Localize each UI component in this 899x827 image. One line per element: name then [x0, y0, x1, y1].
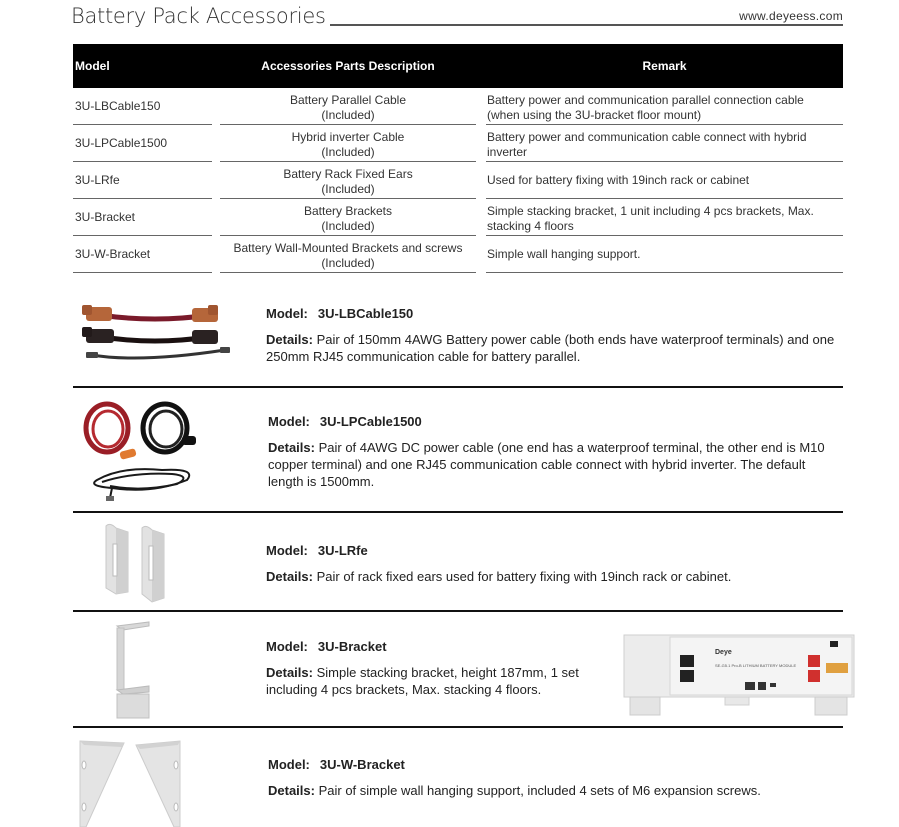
model-label: Model: [268, 414, 310, 429]
battery-model-caption: SE-G5.1 Pro-B LITHIUM BATTERY MODULE [715, 663, 797, 668]
table-row [73, 162, 843, 199]
column-header-model: Model [75, 59, 110, 73]
cell-remark [486, 125, 843, 162]
wall-brackets-image [76, 737, 186, 827]
section-divider [73, 610, 843, 612]
description-line: Battery Parallel Cable [289, 93, 407, 107]
details-label: Details: [268, 783, 315, 798]
remark-line: Used for battery fixing with 19inch rack or cabinet [487, 172, 750, 187]
cell-model: 3U-LBCable150 [73, 88, 212, 125]
details-value: Pair of rack fixed ears used for battery fixing with 19inch rack or cabinet. [316, 569, 732, 584]
model-value: 3U-W-Bracket [319, 757, 405, 772]
remark-line: Battery power and communication cable connect with hybrid [487, 130, 807, 144]
details-value: Pair of simple wall hanging support, included 4 sets of M6 expansion screws. [318, 783, 761, 798]
item-details [266, 305, 836, 365]
cell-description [220, 199, 476, 236]
details-label: Details: [266, 332, 313, 347]
item-details [268, 756, 838, 799]
stacking-bracket-image [105, 620, 157, 720]
details-label: Details: [266, 569, 313, 584]
cell-description [220, 125, 476, 162]
table-row [73, 199, 843, 236]
table-row [73, 236, 843, 273]
cell-model: 3U-LRfe [73, 162, 212, 199]
battery-module-image [620, 625, 863, 720]
rack-fixed-ears-image [100, 522, 175, 604]
table-header [73, 44, 843, 88]
model-line [266, 638, 611, 655]
column-header-description: Accessories Parts Description [261, 59, 435, 73]
cell-description [220, 236, 476, 273]
model-value: 3U-LRfe [317, 543, 368, 558]
model-label: Model: [266, 306, 308, 321]
cell-remark [486, 88, 843, 125]
hybrid-inverter-cables-image [82, 398, 212, 503]
table-row [73, 125, 843, 162]
description-included: (Included) [321, 108, 375, 122]
model-value: 3U-Bracket [317, 639, 387, 654]
cell-model: 3U-Bracket [73, 199, 212, 236]
cell-remark [486, 236, 843, 273]
details-line [266, 664, 611, 698]
description-included: (Included) [321, 256, 375, 270]
cell-description [220, 162, 476, 199]
model-line [266, 542, 836, 559]
remark-line: Battery power and communication parallel connection cable [487, 93, 804, 107]
details-value: Pair of 4AWG DC power cable (one end has a waterproof terminal, the other end is M10 copper terminal) and one RJ45 communication cable connect with hybrid inverter. The default length is 1500mm. [268, 440, 825, 489]
cell-model: 3U-LPCable1500 [73, 125, 212, 162]
model-label: Model: [268, 757, 310, 772]
section-divider [73, 386, 843, 388]
description-included: (Included) [321, 145, 375, 159]
model-value: 3U-LBCable150 [317, 306, 414, 321]
model-label: Model: [266, 543, 308, 558]
site-url: www.deyeess.com [739, 9, 843, 23]
item-details [266, 542, 836, 585]
details-line [266, 331, 836, 365]
model-line [268, 756, 838, 773]
item-details [268, 413, 840, 490]
table-row [73, 88, 843, 125]
description-line: Battery Rack Fixed Ears [283, 167, 413, 181]
cell-description [220, 88, 476, 125]
remark-line: Simple stacking bracket, 1 unit including 4 pcs brackets, Max. [487, 204, 814, 218]
description-line: Battery Brackets [303, 204, 393, 218]
details-value: Simple stacking bracket, height 187mm, 1 set including 4 pcs brackets, Max. stacking 4 floors. [266, 665, 579, 697]
remark-line: (when using the 3U-bracket floor mount) [487, 108, 702, 122]
details-line [268, 439, 840, 490]
battery-parallel-cables-image [80, 297, 235, 369]
details-line [268, 782, 838, 799]
cell-remark [486, 199, 843, 236]
model-line [268, 413, 840, 430]
details-label: Details: [266, 665, 313, 680]
section-divider [73, 726, 843, 728]
model-line [266, 305, 836, 322]
details-line [266, 568, 836, 585]
battery-brand-text: Deye [715, 649, 732, 656]
column-header-remark: Remark [642, 59, 687, 73]
section-divider [73, 511, 843, 513]
description-included: (Included) [321, 219, 375, 233]
accessories-table [73, 44, 843, 273]
remark-line: stacking 4 floors [487, 219, 574, 233]
item-details [266, 638, 611, 698]
description-line: Hybrid inverter Cable [291, 130, 405, 144]
description-included: (Included) [321, 182, 375, 196]
cell-model: 3U-W-Bracket [73, 236, 212, 273]
details-value: Pair of 150mm 4AWG Battery power cable (both ends have waterproof terminals) and one 250mm RJ45 communication cable for battery parallel. [266, 332, 835, 364]
description-line: Battery Wall-Mounted Brackets and screws [233, 241, 463, 255]
remark-line: Simple wall hanging support. [487, 246, 641, 261]
model-label: Model: [266, 639, 308, 654]
details-label: Details: [268, 440, 315, 455]
remark-line: inverter [487, 145, 528, 159]
page-title: Battery Pack Accessories [71, 4, 326, 28]
cell-remark [486, 162, 843, 199]
model-value: 3U-LPCable1500 [319, 414, 422, 429]
title-rule [330, 24, 843, 26]
